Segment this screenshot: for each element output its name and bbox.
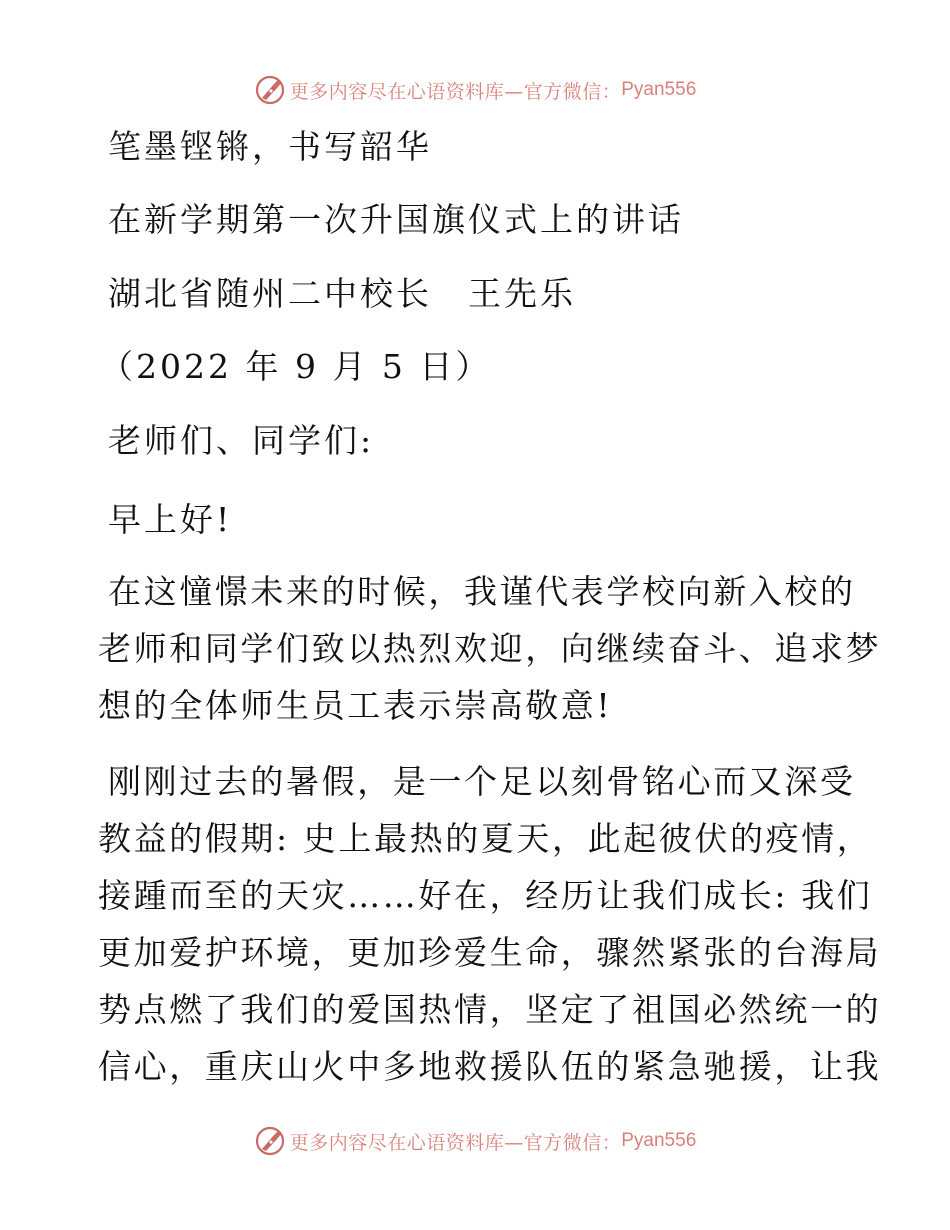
document-title: 笔墨铿锵，书写韶华 (108, 127, 432, 166)
header-banner (0, 70, 950, 110)
paragraph-line: 信心，重庆山火中多地救援队伍的紧急驰援，让我 (98, 1047, 882, 1086)
document-author: 湖北省随州二中校长 王先乐 (108, 274, 576, 313)
pen-nib-logo-icon (254, 74, 286, 106)
paragraph (98, 572, 882, 746)
paragraph-line: 老师和同学们致以热烈欢迎，向继续奋斗、追求梦 (98, 629, 882, 668)
paragraph (98, 762, 882, 1107)
banner-wechat-id: Pyan556 (621, 1130, 697, 1151)
paragraph-line: 势点燃了我们的爱国热情，坚定了祖国必然统一的 (98, 990, 882, 1029)
paragraph-line: 接踵而至的天灾……好在，经历让我们成长: 我们 (98, 876, 873, 915)
banner-wechat-id: Pyan556 (621, 79, 697, 100)
salutation: 老师们、同学们: (108, 421, 375, 460)
paragraph-line: 教益的假期: 史上最热的夏天，此起彼伏的疫情， (98, 819, 873, 858)
paragraph-line: 更加爱护环境，更加珍爱生命，骤然紧张的台海局 (98, 933, 882, 972)
paragraph-line: 在这憧憬未来的时候，我谨代表学校向新入校的 (108, 572, 856, 611)
banner-text: 更多内容尽在心语资料库—官方微信： (289, 80, 622, 103)
pen-nib-logo-icon (254, 1125, 286, 1157)
footer-banner (0, 1121, 950, 1161)
paragraph-line: 刚刚过去的暑假，是一个足以刻骨铭心而又深受 (108, 762, 856, 801)
banner-text: 更多内容尽在心语资料库—官方微信： (289, 1131, 622, 1154)
greeting: 早上好! (108, 500, 233, 539)
document-subtitle: 在新学期第一次升国旗仪式上的讲话 (108, 200, 684, 239)
paragraph-line: 想的全体师生员工表示崇高敬意! (98, 686, 613, 725)
document-date: （2022 年 9 月 5 日） (100, 347, 492, 386)
